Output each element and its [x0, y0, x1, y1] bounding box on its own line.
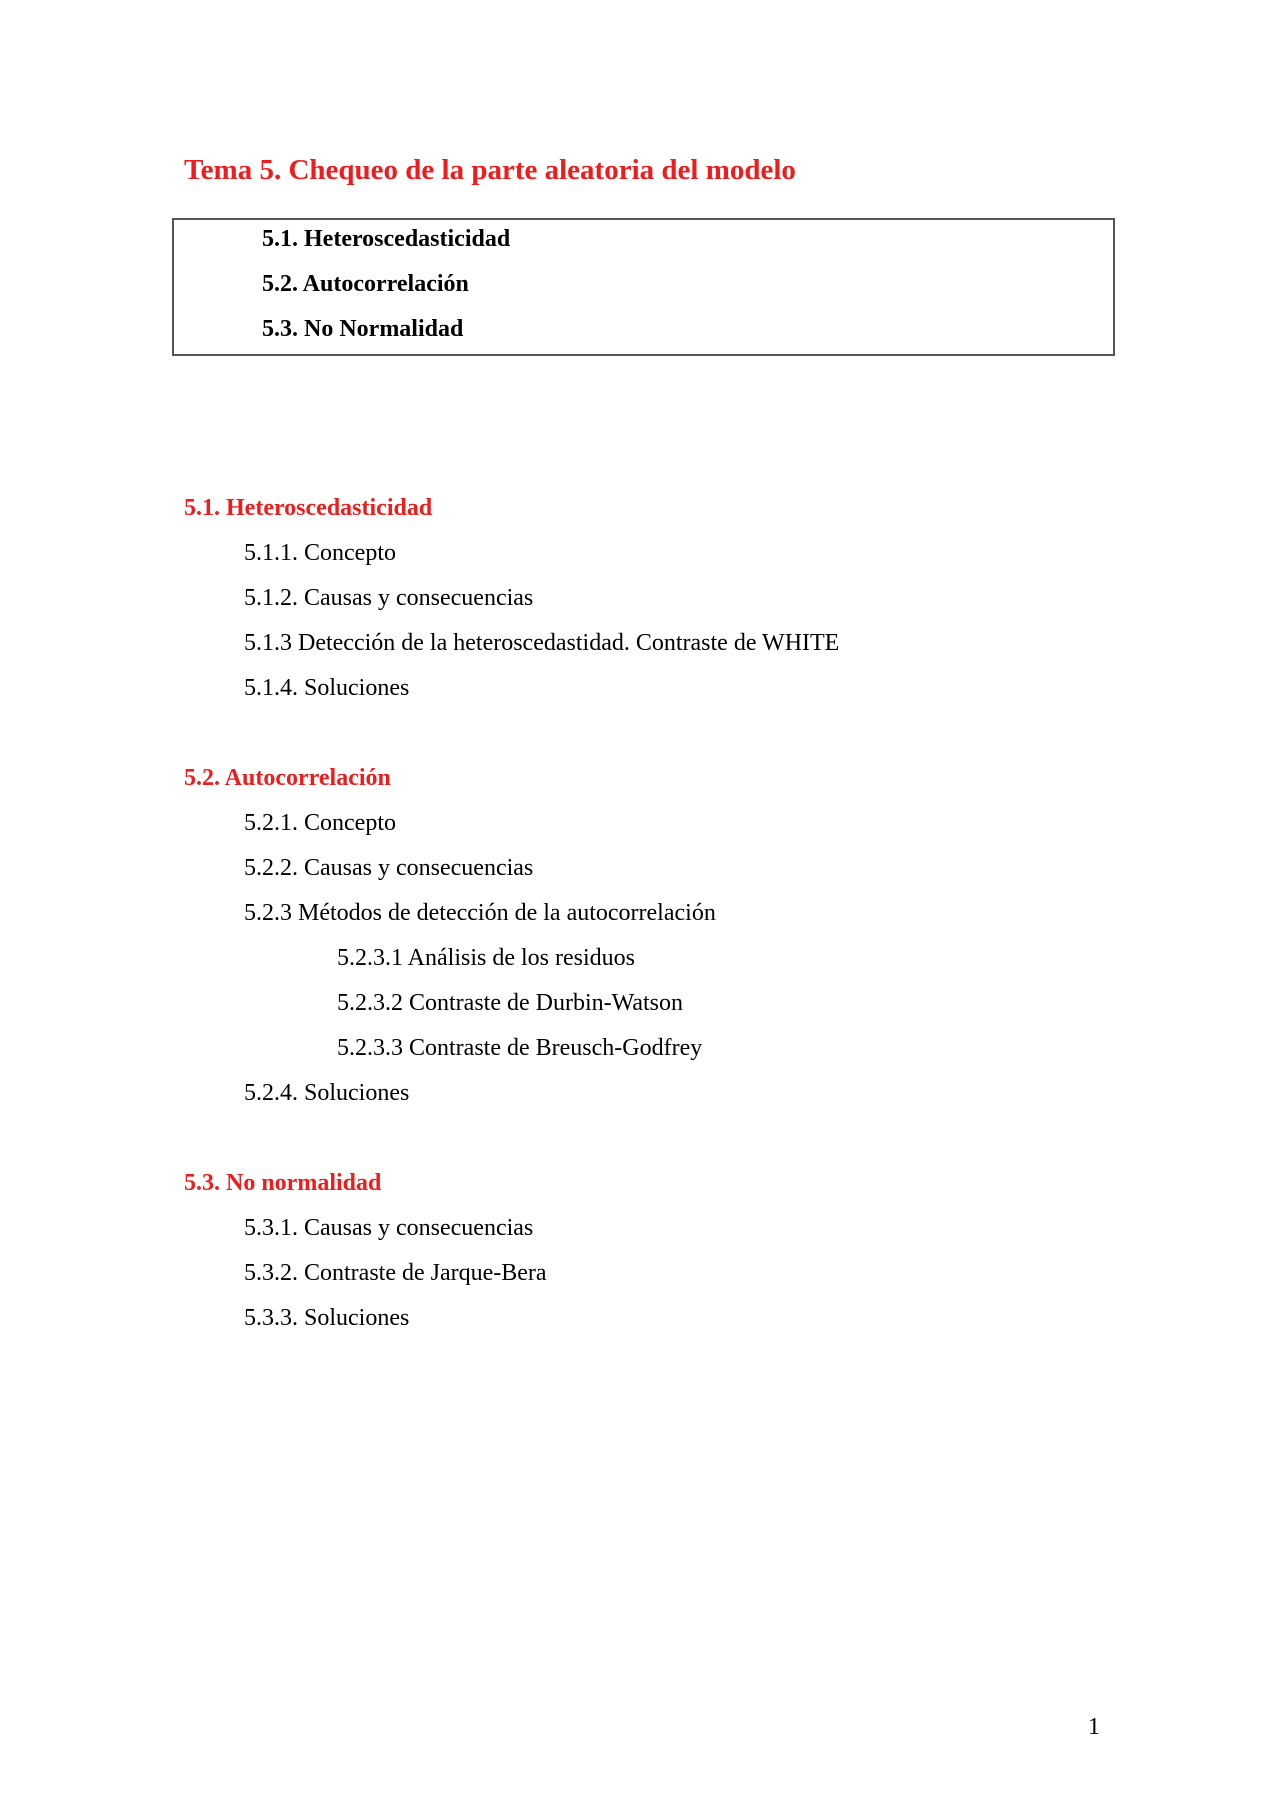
section-item: 5.1.3 Detección de la heteroscedastidad. Contraste de WHITE	[244, 630, 840, 656]
section-item: 5.2.2. Causas y consecuencias	[244, 855, 534, 881]
section-item: 5.3.2. Contraste de Jarque-Bera	[244, 1260, 547, 1286]
section-subitem: 5.2.3.2 Contraste de Durbin-Watson	[337, 990, 684, 1016]
table-of-contents-box	[172, 218, 1115, 356]
section-item: 5.2.4. Soluciones	[244, 1080, 410, 1106]
toc-item-autocorrelacion: 5.2. Autocorrelación	[262, 271, 469, 297]
section-item: 5.2.1. Concepto	[244, 810, 396, 836]
section-heading-no-normalidad: 5.3. No normalidad	[184, 1170, 382, 1196]
section-item: 5.1.2. Causas y consecuencias	[244, 585, 534, 611]
section-heading-heteroscedasticidad: 5.1. Heteroscedasticidad	[184, 495, 433, 521]
document-title: Tema 5. Chequeo de la parte aleatoria del modelo	[184, 154, 796, 186]
toc-item-no-normalidad: 5.3. No Normalidad	[262, 316, 464, 342]
page-number: 1	[1088, 1714, 1100, 1740]
section-item: 5.1.4. Soluciones	[244, 675, 410, 701]
section-subitem: 5.2.3.3 Contraste de Breusch-Godfrey	[337, 1035, 703, 1061]
section-subitem: 5.2.3.1 Análisis de los residuos	[337, 945, 635, 971]
section-item: 5.3.1. Causas y consecuencias	[244, 1215, 534, 1241]
toc-item-heteroscedasticidad: 5.1. Heteroscedasticidad	[262, 226, 511, 252]
section-item: 5.1.1. Concepto	[244, 540, 396, 566]
section-item: 5.2.3 Métodos de detección de la autocorrelación	[244, 900, 716, 926]
section-item: 5.3.3. Soluciones	[244, 1305, 410, 1331]
section-heading-autocorrelacion: 5.2. Autocorrelación	[184, 765, 391, 791]
